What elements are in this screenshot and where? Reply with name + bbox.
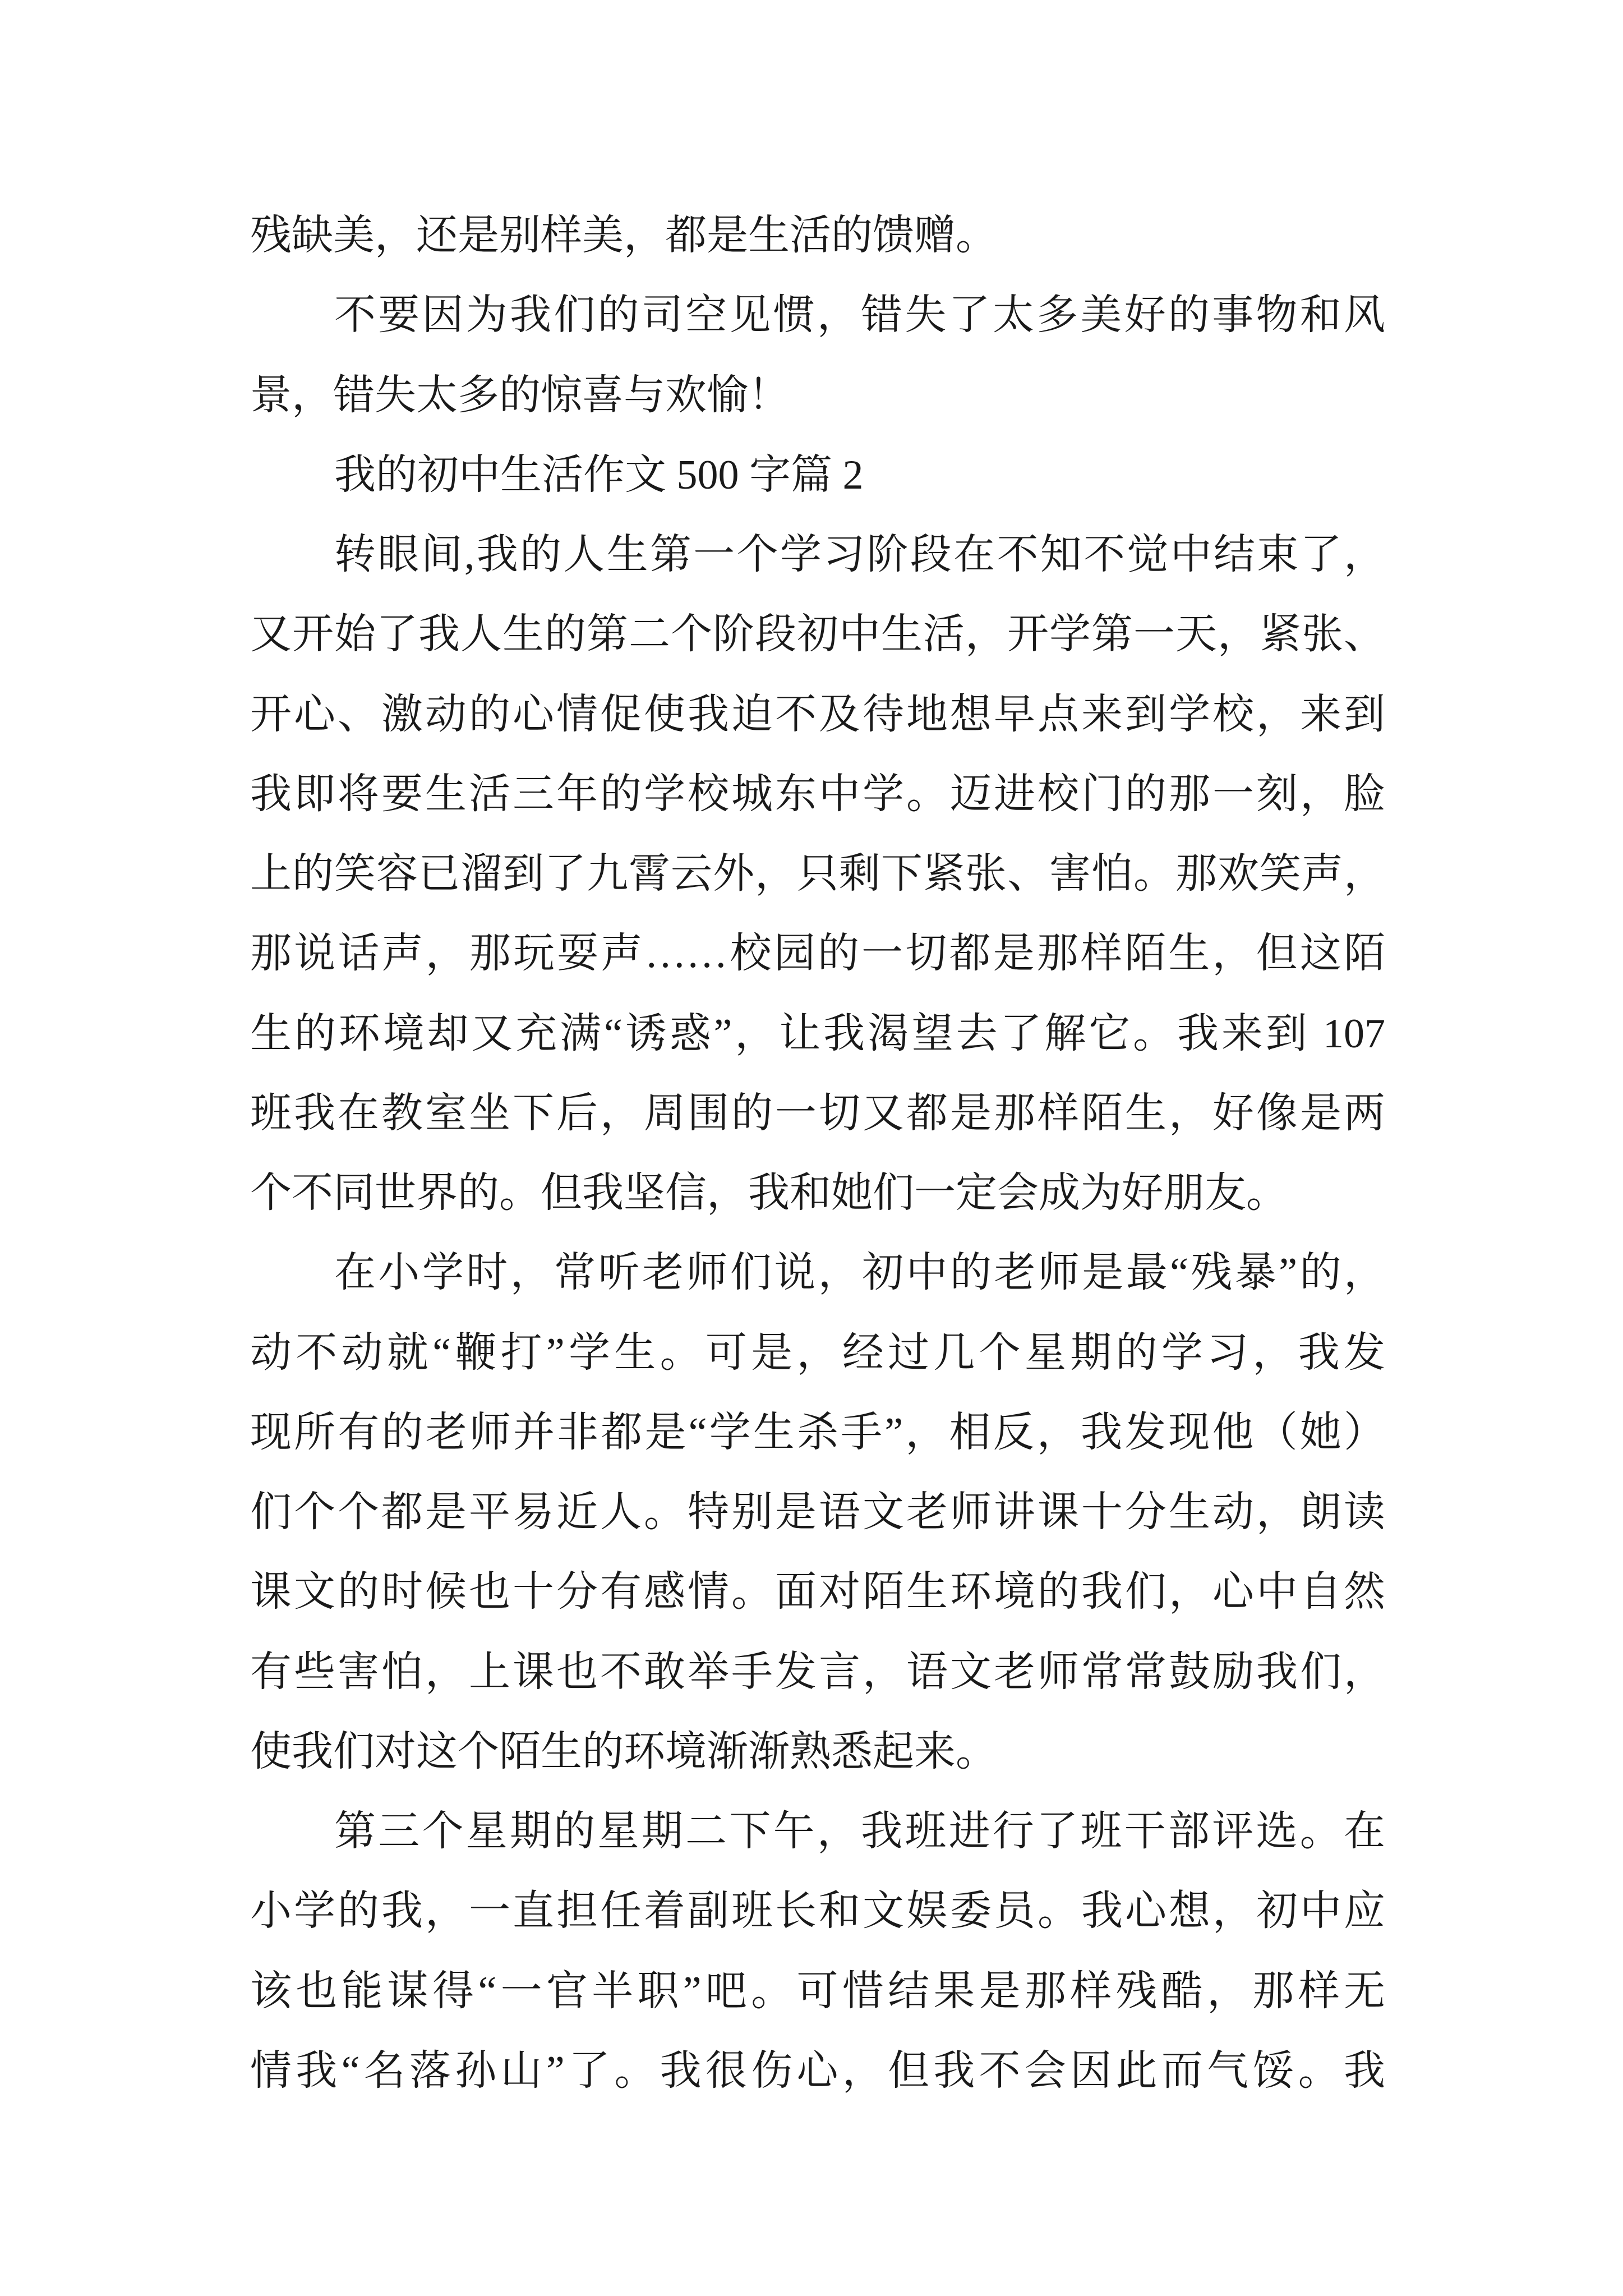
paragraph — [250, 515, 1385, 1233]
paragraph-line: 生的环境却又充满“诱惑”，让我渴望去了解它。我来到 107 — [250, 1010, 1385, 1057]
paragraph-line: 又开始了我人生的第二个阶段初中生活，开学第一天，紧张、 — [250, 611, 1385, 658]
paragraph-line: 情我“名落孙山”了。我很伤心，但我不会因此而气馁。我 — [250, 2047, 1385, 2094]
paragraph — [250, 196, 1385, 275]
paragraph-line: 第三个星期的星期二下午，我班进行了班干部评选。在 — [334, 1809, 1385, 1855]
section-heading: 我的初中生活作文 500 字篇 2 — [334, 452, 864, 498]
paragraph-line: 有些害怕，上课也不敢举手发言，语文老师常常鼓励我们， — [250, 1649, 1385, 1695]
paragraph-line: 动不动就“鞭打”学生。可是，经过几个星期的学习，我发 — [250, 1329, 1385, 1376]
paragraph-line: 我即将要生活三年的学校城东中学。迈进校门的那一刻，脸 — [250, 771, 1385, 817]
paragraph — [250, 1792, 1385, 2111]
paragraph-line: 现所有的老师并非都是“学生杀手”，相反，我发现他（她） — [250, 1409, 1385, 1456]
paragraph-line: 们个个都是平易近人。特别是语文老师讲课十分生动，朗读 — [250, 1489, 1385, 1535]
paragraph-line: 该也能谋得“一官半职”吧。可惜结果是那样残酷，那样无 — [250, 1968, 1385, 2014]
paragraph-line: 班我在教室坐下后，周围的一切又都是那样陌生，好像是两 — [250, 1090, 1385, 1137]
paragraph-line: 个不同世界的。但我坚信，我和她们一定会成为好朋友。 — [250, 1170, 1288, 1216]
paragraph-line: 转眼间,我的人生第一个学习阶段在不知不觉中结束了， — [334, 532, 1385, 578]
section-heading-block — [250, 435, 1385, 515]
paragraph — [250, 275, 1385, 435]
paragraph-line: 残缺美，还是别样美，都是生活的馈赠。 — [250, 213, 997, 259]
paragraph-line: 在小学时，常听老师们说，初中的老师是最“残暴”的， — [334, 1250, 1385, 1296]
paragraph-line: 课文的时候也十分有感情。面对陌生环境的我们，心中自然 — [250, 1569, 1385, 1616]
paragraph-line: 不要因为我们的司空见惯，错失了太多美好的事物和风 — [334, 292, 1385, 339]
paragraph-line: 小学的我，一直担任着副班长和文娱委员。我心想，初中应 — [250, 1888, 1385, 1935]
paragraph — [250, 1233, 1385, 1792]
paragraph-line: 景，错失太多的惊喜与欢愉！ — [250, 372, 790, 418]
paragraph-line: 上的笑容已溜到了九霄云外，只剩下紧张、害怕。那欢笑声， — [250, 851, 1385, 897]
paragraph-line: 使我们对这个陌生的环境渐渐熟悉起来。 — [250, 1728, 997, 1775]
paragraph-line: 那说话声，那玩耍声……校园的一切都是那样陌生，但这陌 — [250, 931, 1385, 977]
document-body — [250, 196, 1385, 2111]
paragraph-line: 开心、激动的心情促使我迫不及待地想早点来到学校，来到 — [250, 691, 1385, 738]
